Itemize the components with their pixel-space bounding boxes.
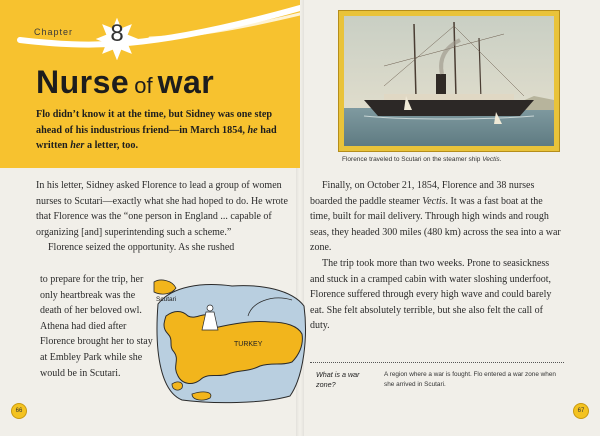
title-word-nurse: Nurse bbox=[36, 64, 130, 100]
page-number-right: 67 bbox=[574, 404, 588, 418]
left-paragraph-2-wrap: to prepare for the trip, her only heartbreak was the death of her beloved owl. Athena had died after Florence brought her to stay at Embley Park while she would be in Scutari. bbox=[40, 274, 153, 379]
right-paragraph-1-text: . It was a fast boat at the time, built for mail delivery. Through high winds and rough seas, they headed 300 miles (480 km) across the sea into a war zone. bbox=[310, 195, 561, 254]
left-paragraph-2-start: Florence seized the opportunity. As she rushed bbox=[48, 242, 235, 254]
caption-text: Florence traveled to Scutari on the steamer ship bbox=[342, 156, 483, 163]
title-word-of: of bbox=[134, 73, 153, 98]
intro-emphasis-he: he bbox=[247, 124, 258, 136]
chapter-intro bbox=[36, 107, 286, 154]
right-body-column bbox=[310, 178, 564, 334]
intro-text: had written bbox=[36, 124, 277, 151]
map-label-scutari: Scutari bbox=[156, 296, 177, 303]
right-paragraph-2: The trip took more than two weeks. Prone to seasickness and stuck in a cramped cabin with water sloshing underfoot, Florence suffered through every high wave and could barely eat. She felt absolutely terrible, but she also felt the call of duty. bbox=[310, 257, 552, 332]
caption-text: . bbox=[499, 156, 502, 163]
chapter-title bbox=[36, 64, 214, 101]
intro-text: Flo didn’t know it at the time, but Sidney was one step ahead of his industrious friend—in March 1854, bbox=[36, 109, 273, 136]
caption-ship-name: Vectis bbox=[482, 156, 500, 163]
left-paragraph-1: In his letter, Sidney asked Florence to lead a group of women nurses to Scutari—exactly what she had hoped to do. He wrote that Florence was the “one person in England ... capable of organizing [and] superintending such a scheme.” bbox=[36, 180, 288, 238]
glossary-definition: A region where a war is fought. Flo entered a war zone when she arrived in Scutari. bbox=[384, 371, 556, 388]
map-label-turkey: TURKEY bbox=[234, 341, 263, 348]
title-word-war: war bbox=[157, 64, 215, 100]
chapter-label: Chapter bbox=[34, 27, 74, 37]
map-island bbox=[192, 392, 211, 400]
page-number-left: 66 bbox=[12, 404, 26, 418]
intro-text: a letter, too. bbox=[84, 140, 139, 151]
left-body-column bbox=[36, 178, 290, 256]
left-body-wrap-column bbox=[40, 272, 155, 381]
glossary-divider bbox=[310, 362, 564, 363]
glossary-term: What is a war zone? bbox=[316, 370, 360, 389]
photo-caption bbox=[342, 156, 501, 163]
right-paragraph-1 bbox=[310, 178, 564, 256]
chapter-number: 8 bbox=[110, 20, 124, 47]
right-paragraph-1-ship: Vectis bbox=[422, 195, 446, 207]
right-paragraph-1-text: Finally, on October 21, 1854, Florence and 38 nurses boarded the paddle steamer bbox=[310, 180, 535, 207]
map-island bbox=[172, 382, 182, 390]
intro-emphasis-her: her bbox=[70, 140, 85, 151]
steamer-ship-illustration bbox=[344, 16, 554, 146]
